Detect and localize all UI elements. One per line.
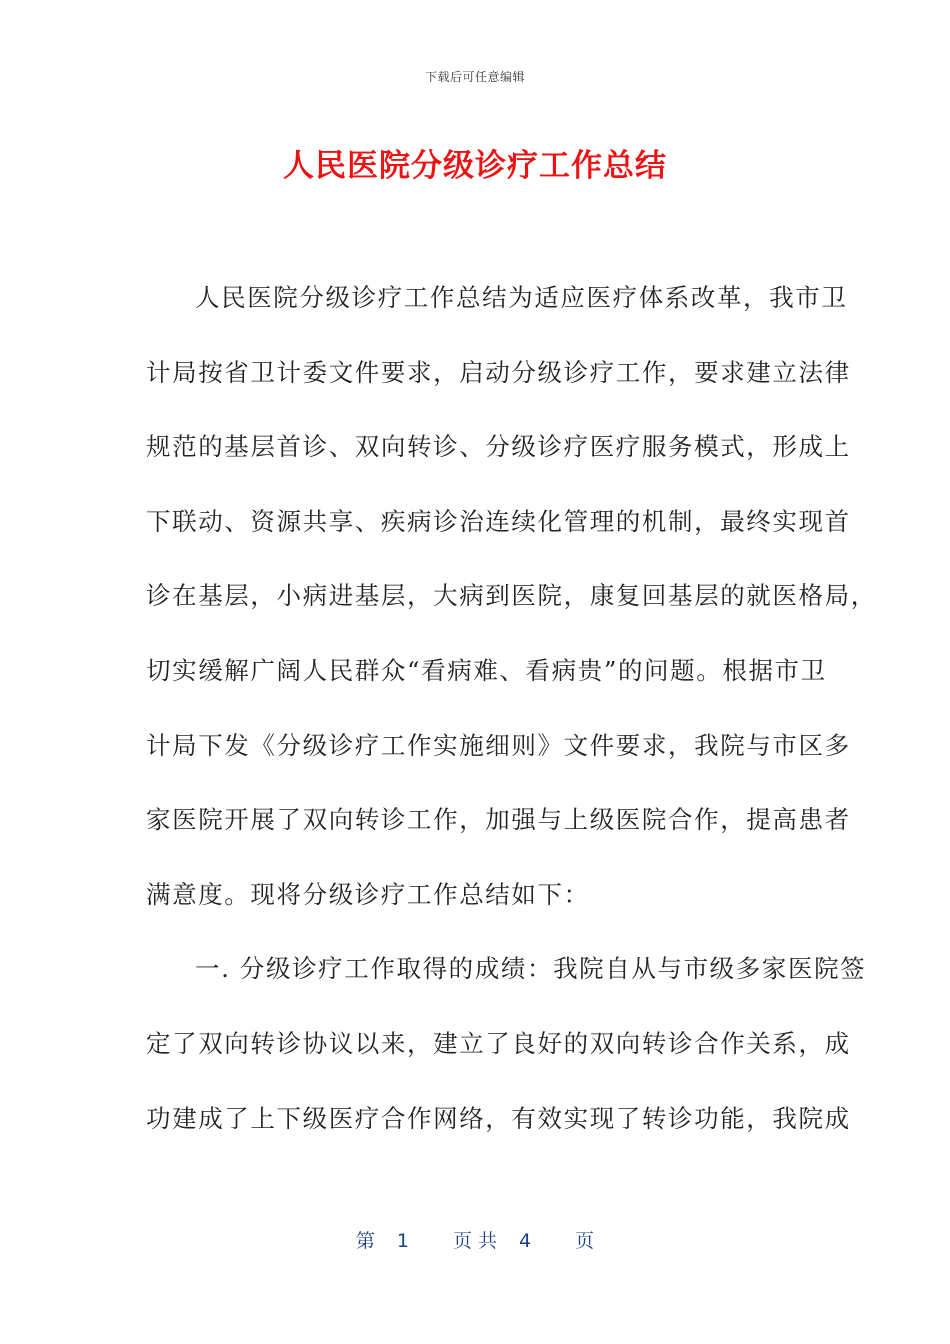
body-line: 计局下发《分级诊疗工作实施细则》文件要求，我院与市区多 bbox=[146, 730, 851, 760]
body-line: 一. 分级诊疗工作取得的成绩：我院自从与市级多家医院签 bbox=[195, 954, 867, 984]
page-header-note: 下载后可任意编辑 bbox=[424, 70, 525, 84]
body-line: 诊在基层，小病进基层，大病到医院，康复回基层的就医格局， bbox=[146, 581, 877, 611]
page-footer bbox=[0, 1226, 950, 1253]
body-line: 家医院开展了双向转诊工作，加强与上级医院合作，提高患者 bbox=[146, 805, 851, 835]
document-body bbox=[146, 273, 877, 1168]
body-line: 下联动、资源共享、疾病诊治连续化管理的机制，最终实现首 bbox=[146, 506, 851, 536]
document-title: 人民医院分级诊疗工作总结 bbox=[283, 148, 667, 184]
body-line: 满意度。现将分级诊疗工作总结如下： bbox=[146, 879, 590, 909]
body-line: 切实缓解广阔人民群众“看病难、看病贵”的问题。根据市卫 bbox=[146, 655, 827, 685]
body-line: 功建成了上下级医疗合作网络，有效实现了转诊功能，我院成 bbox=[146, 1103, 851, 1133]
footer-current-page: 1 bbox=[396, 1230, 409, 1252]
footer-middle: 页 共 bbox=[452, 1230, 498, 1252]
body-line: 人民医院分级诊疗工作总结为适应医疗体系改革，我市卫 bbox=[195, 283, 848, 312]
body-line: 定了双向转诊协议以来，建立了良好的双向转诊合作关系，成 bbox=[146, 1028, 851, 1058]
body-line: 规范的基层首诊、双向转诊、分级诊疗医疗服务模式，形成上 bbox=[146, 432, 851, 462]
footer-suffix: 页 bbox=[575, 1230, 595, 1252]
footer-prefix: 第 bbox=[355, 1230, 375, 1252]
body-line: 计局按省卫计委文件要求，启动分级诊疗工作，要求建立法律 bbox=[146, 357, 851, 387]
footer-total-pages: 4 bbox=[519, 1230, 532, 1252]
